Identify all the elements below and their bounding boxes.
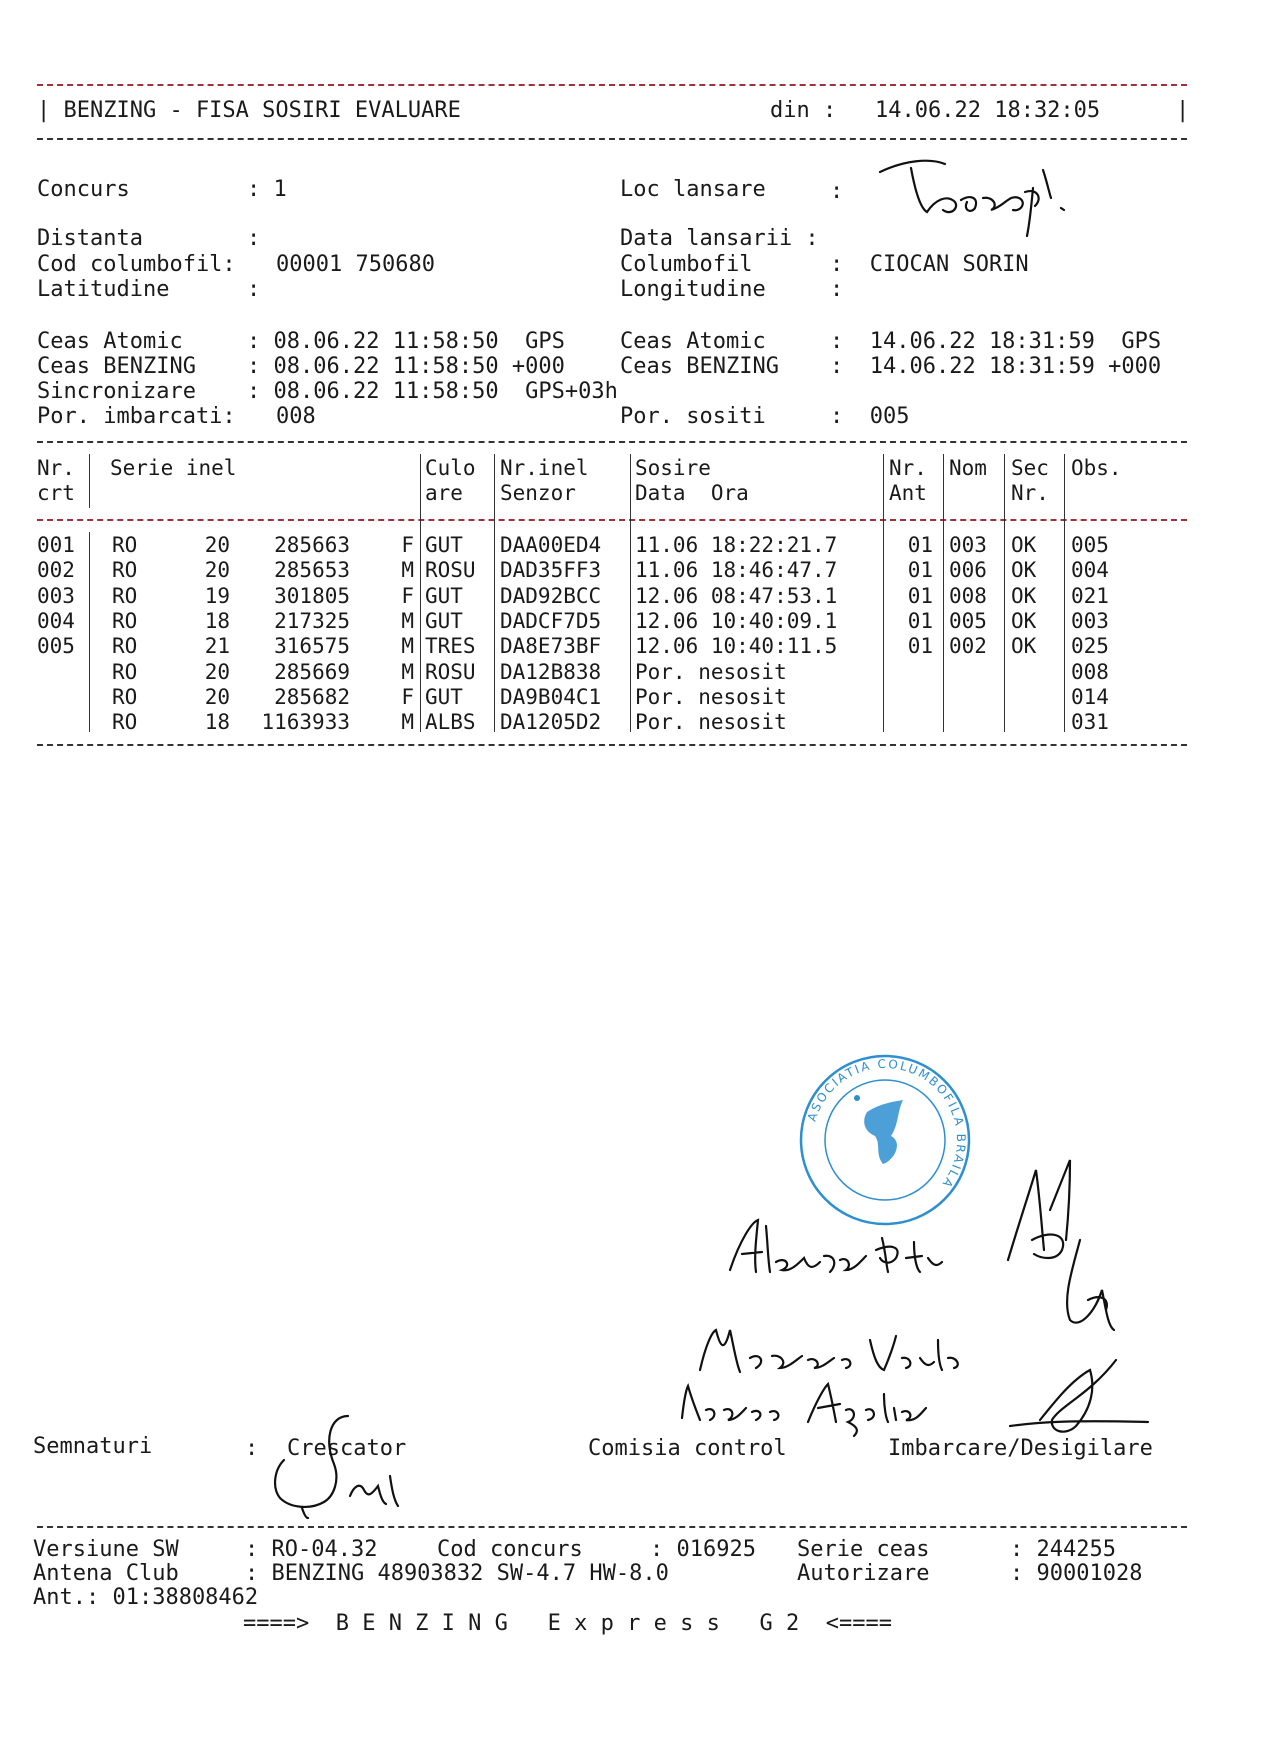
ceas-atomic-start-label: Ceas Atomic: [37, 329, 183, 354]
loc-lansare-handwriting: [875, 150, 1095, 240]
cell-col: ROSU: [425, 558, 476, 583]
cell-sosire: 12.06 10:40:09.1: [635, 608, 838, 633]
table-top-rule: [37, 441, 1187, 443]
cell-yr: 20: [204, 558, 230, 583]
sincronizare-value: : 08.06.22 11:58:50 GPS+03h: [247, 379, 618, 404]
cell-num: 217325: [274, 608, 350, 633]
cell-sex: F: [401, 684, 414, 709]
antena-label: Antena Club: [33, 1561, 179, 1586]
cell-sec: OK: [1011, 634, 1037, 659]
ceas-benzing-end-label: Ceas BENZING: [620, 354, 779, 379]
cell-ant: 01: [907, 608, 933, 633]
sincronizare-label: Sincronizare: [37, 379, 196, 404]
columbofil-value: : CIOCAN SORIN: [830, 252, 1029, 277]
latitudine-value: :: [247, 277, 261, 302]
cell-num: 285653: [274, 558, 350, 583]
antenna-serial: Ant.: 01:38808462: [33, 1585, 259, 1610]
concurs-label: Concurs: [37, 177, 130, 202]
col-sep-5: [883, 454, 884, 732]
cod-columbofil-label: Cod columbofil:: [37, 252, 236, 277]
distanta-label: Distanta: [37, 226, 143, 251]
por-imbarcati-label: Por. imbarcati:: [37, 404, 236, 429]
cell-cty: RO: [112, 608, 138, 633]
cell-sec: OK: [1011, 608, 1037, 633]
cell-nr: 004: [37, 608, 75, 633]
col-sep-4: [630, 454, 631, 732]
col-header-sec: Sec: [1011, 456, 1049, 480]
cell-yr: 20: [204, 684, 230, 709]
col-sep-8: [1064, 454, 1065, 732]
cell-cty: RO: [112, 533, 138, 557]
col-header-nrinel: Nr.inel: [500, 456, 589, 480]
cell-num: 285669: [274, 659, 350, 684]
cell-yr: 20: [204, 533, 230, 557]
cell-sex: M: [401, 608, 414, 633]
cell-obs: 003: [1071, 608, 1109, 633]
cell-yr: 18: [204, 608, 230, 633]
loc-lansare-label: Loc lansare: [620, 177, 766, 202]
cell-obs: 005: [1071, 533, 1109, 557]
col-header-data-ora: Data Ora: [635, 481, 749, 505]
cell-sosire: Por. nesosit: [635, 710, 787, 735]
cell-nom: 008: [949, 583, 987, 608]
cell-sec: OK: [1011, 533, 1037, 557]
col-header-obs: Obs.: [1071, 456, 1122, 480]
longitudine-value: :: [830, 277, 844, 302]
por-sositi-label: Por. sositi: [620, 404, 766, 429]
versiune-label: Versiune SW: [33, 1537, 179, 1562]
col-header-serie: Serie inel: [110, 456, 237, 480]
semnaturi-colon: :: [245, 1436, 259, 1461]
cell-cty: RO: [112, 684, 138, 709]
col-sep-2: [420, 454, 421, 732]
cell-nom: 002: [949, 634, 987, 659]
cell-sex: M: [401, 710, 414, 735]
col-header-nom: Nom: [949, 456, 987, 480]
col-header-nr: Nr.: [37, 456, 75, 480]
cell-nom: 005: [949, 608, 987, 633]
columbofil-label: Columbofil: [620, 252, 753, 277]
cell-ant: 01: [907, 533, 933, 557]
cell-cty: RO: [112, 558, 138, 583]
col-sep-7: [1004, 454, 1005, 732]
cell-col: ROSU: [425, 659, 476, 684]
table-header-rule: [37, 519, 1187, 521]
cell-cty: RO: [112, 634, 138, 659]
cell-senzor: DADCF7D5: [500, 608, 602, 633]
cell-ant: 01: [907, 583, 933, 608]
cell-sec: OK: [1011, 583, 1037, 608]
col-header-senzor: Senzor: [500, 481, 576, 505]
col-sep-header-1: [89, 454, 90, 508]
antena-value: : BENZING 48903832 SW-4.7 HW-8.0: [245, 1561, 669, 1586]
cod-concurs-label: Cod concurs: [437, 1537, 583, 1562]
col-header-culoare-2: are: [425, 481, 463, 505]
cell-sex: F: [401, 583, 414, 608]
autorizare-label: Autorizare: [797, 1561, 930, 1586]
serie-ceas-value: : 244255: [1010, 1537, 1116, 1562]
ceas-atomic-start-value: : 08.06.22 11:58:50 GPS: [247, 329, 565, 354]
cell-nr: 002: [37, 558, 75, 583]
cell-col: TRES: [425, 634, 476, 659]
cell-obs: 025: [1071, 634, 1109, 659]
serie-ceas-label: Serie ceas: [797, 1537, 930, 1562]
cell-sex: F: [401, 533, 414, 557]
col-header-ant-2: Ant: [889, 481, 927, 505]
committee-signatures: [670, 1130, 1210, 1460]
footer-dashed-rule: [37, 1526, 1187, 1528]
benzing-banner: ====> B E N Z I N G E x p r e s s G 2 <====: [243, 1611, 893, 1636]
table-bottom-rule: [37, 744, 1187, 746]
col-header-sosire: Sosire: [635, 456, 711, 480]
distanta-value: :: [247, 226, 261, 251]
cell-cty: RO: [112, 710, 138, 735]
cell-senzor: DA9B04C1: [500, 684, 602, 709]
cell-sosire: 11.06 18:22:21.7: [635, 533, 838, 557]
longitudine-label: Longitudine: [620, 277, 766, 302]
cell-sosire: 11.06 18:46:47.7: [635, 558, 838, 583]
cell-nom: 003: [949, 533, 987, 557]
crescator-label: Crescator: [287, 1436, 407, 1461]
header-dashed-rule: [37, 138, 1187, 140]
ceas-benzing-start-value: : 08.06.22 11:58:50 +000: [247, 354, 565, 379]
cell-ant: 01: [907, 558, 933, 583]
por-sositi-value: : 005: [830, 404, 910, 429]
loc-lansare-colon: :: [830, 179, 844, 204]
imbarcare-label: Imbarcare/Desigilare: [888, 1436, 1153, 1461]
cell-nr: 005: [37, 634, 75, 659]
cell-sosire: Por. nesosit: [635, 684, 787, 709]
col-sep-6: [943, 454, 944, 732]
top-dashed-rule: [37, 84, 1187, 86]
cell-obs: 004: [1071, 558, 1109, 583]
cell-num: 285663: [274, 533, 350, 557]
ceas-benzing-start-label: Ceas BENZING: [37, 354, 196, 379]
ceas-atomic-end-value: : 14.06.22 18:31:59 GPS: [830, 329, 1162, 354]
cell-ant: 01: [907, 634, 933, 659]
cell-sosire: 12.06 10:40:11.5: [635, 634, 838, 659]
cell-col: GUT: [425, 684, 463, 709]
cell-num: 1163933: [261, 710, 350, 735]
cod-concurs-value: : 016925: [650, 1537, 756, 1562]
cell-yr: 18: [204, 710, 230, 735]
cell-num: 301805: [274, 583, 350, 608]
latitudine-label: Latitudine: [37, 277, 170, 302]
ceas-benzing-end-value: : 14.06.22 18:31:59 +000: [830, 354, 1162, 379]
por-imbarcati-value: 008: [276, 404, 316, 429]
cell-sosire: 12.06 08:47:53.1: [635, 583, 838, 608]
col-header-ant: Nr.: [889, 456, 927, 480]
stamp-text: ASOCIATIA COLUMBOFILA BRAILA: [804, 1056, 969, 1192]
cell-nr: 003: [37, 583, 75, 608]
cell-yr: 19: [204, 583, 230, 608]
cell-num: 285682: [274, 684, 350, 709]
cell-num: 316575: [274, 634, 350, 659]
cell-senzor: DA8E73BF: [500, 634, 602, 659]
cell-sosire: Por. nesosit: [635, 659, 787, 684]
versiune-value: : RO-04.32: [245, 1537, 378, 1562]
report-date: 14.06.22 18:32:05: [875, 98, 1101, 123]
cell-yr: 21: [204, 634, 230, 659]
col-sep-3: [494, 454, 495, 732]
cell-yr: 20: [204, 659, 230, 684]
cell-sex: M: [401, 634, 414, 659]
cell-senzor: DA1205D2: [500, 710, 602, 735]
header-bar: |: [1176, 98, 1190, 123]
cell-cty: RO: [112, 659, 138, 684]
cell-senzor: DAA00ED4: [500, 533, 602, 557]
cell-cty: RO: [112, 583, 138, 608]
autorizare-value: : 90001028: [1010, 1561, 1143, 1586]
col-header-crt: crt: [37, 481, 75, 505]
concurs-value: : 1: [247, 177, 287, 202]
report-date-label: din :: [770, 98, 837, 123]
cell-obs: 014: [1071, 684, 1109, 709]
cell-col: ALBS: [425, 710, 476, 735]
cell-nr: 001: [37, 533, 75, 557]
cell-col: GUT: [425, 608, 463, 633]
cell-sec: OK: [1011, 558, 1037, 583]
col-sep-1: [89, 532, 90, 732]
cell-senzor: DAD92BCC: [500, 583, 602, 608]
cell-obs: 031: [1071, 710, 1109, 735]
col-header-culoare: Culo: [425, 456, 476, 480]
col-header-sec-2: Nr.: [1011, 481, 1049, 505]
cell-nom: 006: [949, 558, 987, 583]
crescator-signature: [250, 1410, 440, 1520]
cell-senzor: DA12B838: [500, 659, 602, 684]
cell-senzor: DAD35FF3: [500, 558, 602, 583]
ceas-atomic-end-label: Ceas Atomic: [620, 329, 766, 354]
report-title: | BENZING - FISA SOSIRI EVALUARE: [37, 98, 461, 123]
cell-sex: M: [401, 558, 414, 583]
cell-sex: M: [401, 659, 414, 684]
cell-col: GUT: [425, 533, 463, 557]
cell-col: GUT: [425, 583, 463, 608]
cod-columbofil-value: 00001 750680: [276, 252, 435, 277]
cell-obs: 008: [1071, 659, 1109, 684]
data-lansarii-label: Data lansarii :: [620, 226, 819, 251]
cell-obs: 021: [1071, 583, 1109, 608]
comisia-control-label: Comisia control: [588, 1436, 787, 1461]
semnaturi-label: Semnaturi: [33, 1434, 153, 1459]
